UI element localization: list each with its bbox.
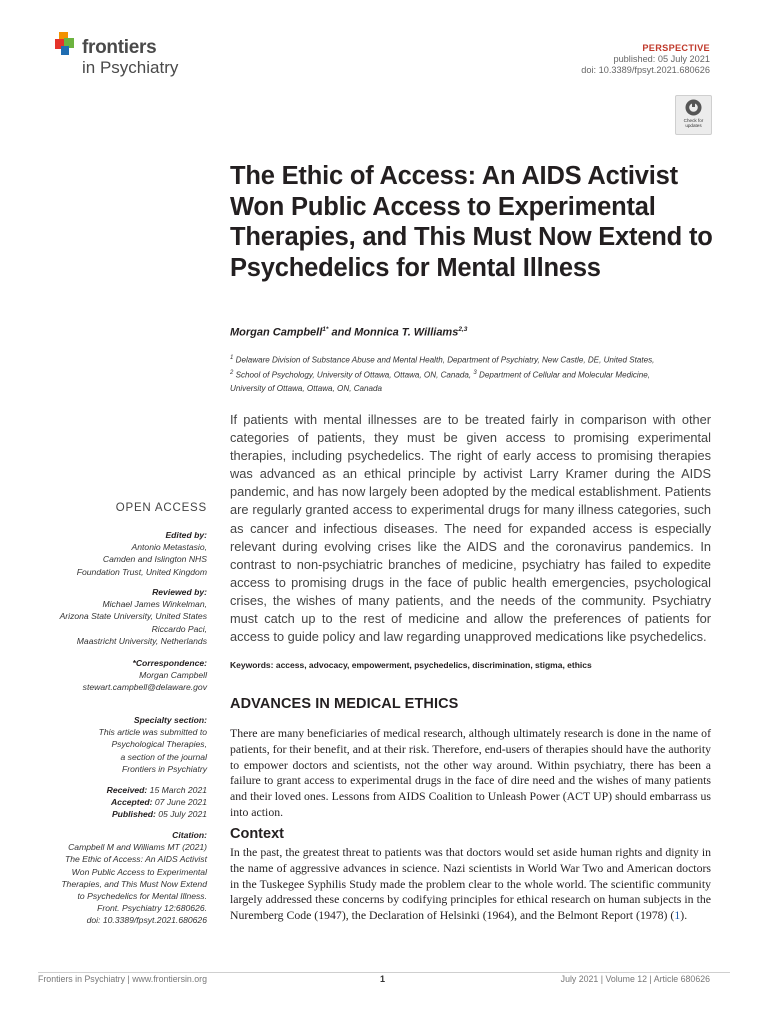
footer-divider	[38, 972, 730, 973]
context-text: In the past, the greatest threat to patients was that doctors would set aside human rights and dignity in the name of aggressive advances in science. Nazi scientists in World War Two and American doctors in the Tuskegee Syphilis Study made the problem clear to the whole world. The scientific community largely addressed these concerns by codifying principles for ethical research on human subjects in the Nuremberg Code (1947), the Declaration of Helsinki (1964), and the Belmont Report (1978) (	[230, 845, 711, 923]
citation-line: Front. Psychiatry 12:680626.	[97, 903, 207, 914]
badge-line-1: Check for	[683, 118, 704, 123]
published-date: published: 05 July 2021	[613, 54, 710, 64]
specialty-line: a section of the journal	[120, 751, 207, 762]
citation-line: Won Public Access to Experimental	[71, 866, 207, 877]
frontiers-logo-icon	[55, 32, 79, 56]
article-meta	[581, 43, 710, 76]
edited-by-label: Edited by:	[165, 530, 207, 540]
footer-journal-link[interactable]: Frontiers in Psychiatry | www.frontiersin.org	[38, 974, 207, 984]
article-type: PERSPECTIVE	[642, 43, 710, 53]
check-for-updates-badge[interactable]	[675, 95, 712, 135]
citation-link-1[interactable]: 1	[674, 908, 681, 923]
specialty-label: Specialty section:	[133, 715, 207, 725]
author-conjunction: and	[328, 326, 355, 339]
citation-line: The Ethic of Access: An AIDS Activist	[64, 854, 207, 865]
citation-doi[interactable]: doi: 10.3389/fpsyt.2021.680626	[86, 915, 207, 926]
open-access-label: OPEN ACCESS	[115, 502, 207, 514]
logo-text-journal: in Psychiatry	[82, 58, 179, 77]
editor-line: Camden and Islington NHS	[102, 554, 207, 565]
article-doi[interactable]: doi: 10.3389/fpsyt.2021.680626	[581, 65, 710, 75]
affil-3: Department of Cellular and Molecular Medicine,	[479, 370, 650, 380]
editor-line: Foundation Trust, United Kingdom	[76, 566, 207, 577]
received-date: 15 March 2021	[149, 785, 207, 795]
badge-text	[676, 118, 711, 128]
author-list	[230, 326, 720, 339]
sidebar-dates	[40, 784, 207, 821]
keywords	[230, 660, 720, 670]
reviewer-line: Arizona State University, United States	[59, 611, 207, 622]
affil-3-cont: University of Ottawa, Ottawa, ON, Canada	[230, 384, 383, 394]
affil-1: Delaware Division of Substance Abuse and Mental Health, Department of Psychiatry, New Castle, DE, United States,	[235, 355, 655, 365]
correspondence-name: Morgan Campbell	[139, 670, 207, 681]
keywords-text: access, advocacy, empowerment, psychedelics, discrimination, stigma, ethics	[275, 660, 592, 670]
author-williams[interactable]: Monnica T. Williams	[354, 326, 459, 339]
subsection-heading-context: Context	[230, 826, 284, 842]
received-label: Received:	[106, 785, 148, 795]
citation-line: to Psychedelics for Mental Illness.	[77, 891, 207, 902]
sidebar-editors	[40, 529, 207, 578]
specialty-line: This article was submitted to	[98, 727, 207, 738]
reviewed-by-label: Reviewed by:	[152, 587, 207, 597]
subsection-body-context	[230, 845, 711, 924]
citation-line: Campbell M and Williams MT (2021)	[68, 842, 207, 853]
affil-2: School of Psychology, University of Ottawa, Ottawa, ON, Canada,	[235, 370, 472, 380]
logo-text-frontiers: frontiers	[82, 37, 157, 58]
section-heading-advances: ADVANCES IN MEDICAL ETHICS	[230, 696, 459, 712]
sidebar-reviewers	[40, 586, 207, 647]
sidebar-citation	[40, 829, 207, 927]
editor-line: Antonio Metastasio,	[131, 542, 207, 553]
correspondence-email[interactable]: stewart.campbell@delaware.gov	[82, 682, 207, 693]
author-campbell[interactable]: Morgan Campbell	[230, 326, 323, 339]
sidebar-correspondence	[40, 657, 207, 694]
author-williams-sup: 2,3	[458, 326, 468, 333]
author-campbell-sup: 1*	[322, 326, 329, 333]
footer-page-number: 1	[380, 974, 386, 984]
article-title: The Ethic of Access: An AIDS Activist Won Public Access to Experimental Therapies, and This Must Now Extend to Psychedelics for Mental Illness	[230, 162, 713, 282]
reviewer-line: Maastricht University, Netherlands	[76, 635, 207, 646]
journal-logo	[55, 32, 215, 80]
citation-line: Therapies, and This Must Now Extend	[61, 878, 207, 889]
footer-issue-info: July 2021 | Volume 12 | Article 680626	[560, 974, 710, 984]
accepted-date: 07 June 2021	[154, 797, 207, 808]
specialty-line: Psychological Therapies,	[111, 739, 207, 750]
reviewer-line: Riccardo Paci,	[151, 623, 207, 634]
affil-1-sup: 1	[230, 355, 234, 361]
section-body-advances: There are many beneficiaries of medical research, although ultimately research is done in the name of patients, for their benefit, and at their risk. Therefore, end-users of therapies should have the authority to empower doctors and scientists, not the other way around. Within psychiatry, there has been a failure to grant access to experimental drugs in the face of dire need and the wishes of many patients and their loved ones. Lessons from AIDS Coalition to Unleash Power (ACT UP) should embarrass us into action.	[230, 726, 711, 819]
affiliations	[230, 352, 720, 396]
specialty-line: Frontiers in Psychiatry	[121, 763, 207, 774]
affil-3-sup: 3	[473, 370, 477, 377]
published-date-side: 05 July 2021	[158, 809, 207, 820]
citation-label: Citation:	[172, 830, 207, 840]
context-text-end: ).	[680, 908, 688, 923]
crossmark-icon	[685, 99, 702, 116]
accepted-label: Accepted:	[110, 797, 153, 808]
reviewer-line: Michael James Winkelman,	[102, 599, 207, 610]
published-label: Published:	[111, 809, 156, 820]
keywords-label: Keywords:	[230, 660, 274, 670]
badge-line-2: updates	[685, 123, 702, 128]
abstract: If patients with mental illnesses are to be treated fairly in comparison with other categories of patients, they must be given access to promising experimental therapies, including psychedelics. The right of early access to promising therapies was advanced as an ethical principle by activist Larry Kramer during the AIDS pandemic, and has now largely been adopted by the medical establishment. Patients are regularly granted access to experimental drugs for many illness categories, such as cancer and infectious diseases. The need for expanded access is especially relevant during evolving crises like the AIDS and the coronavirus pandemics. In contrast to non-psychiatric branches of medicine, psychiatry has failed to expedite access to promising drugs in the face of public health emergencies, psychological crises, the wishes of many patients, and the needs of the community. Psychiatry must catch up to the rest of medicine and allow the preferences of patients for access to guide policy and law regarding unapproved medications like psychedelics.	[230, 412, 711, 645]
correspondence-label: *Correspondence:	[132, 658, 207, 668]
sidebar-specialty	[40, 714, 207, 775]
affil-2-sup: 2	[230, 370, 234, 377]
